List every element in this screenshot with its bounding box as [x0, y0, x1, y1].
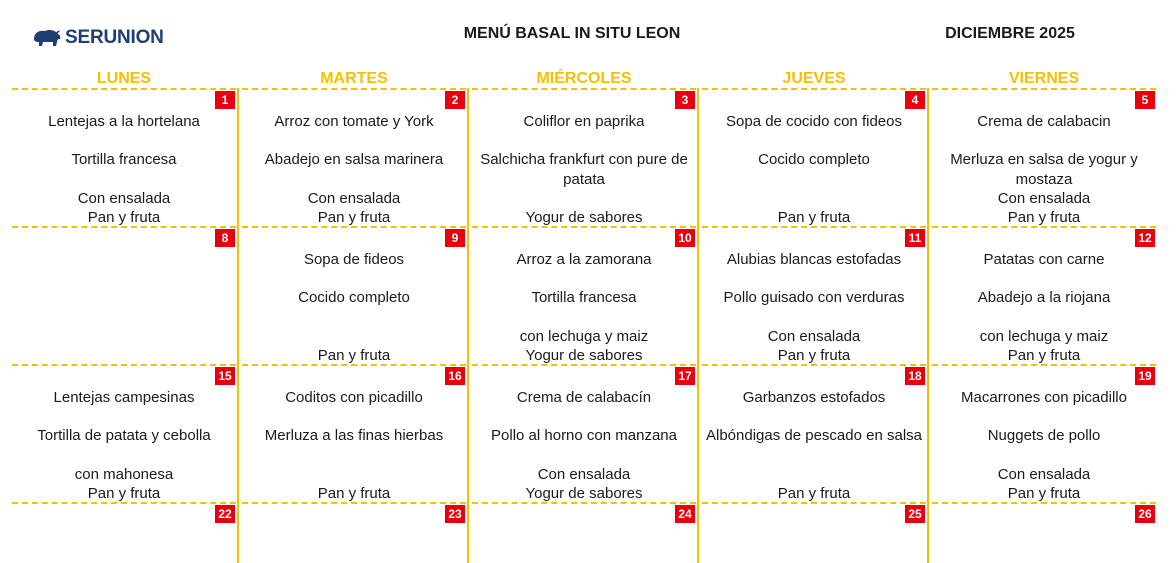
dessert: Yogur de sabores: [525, 485, 643, 502]
cell-divider: [702, 502, 926, 504]
date-badge: 15: [215, 367, 235, 385]
date-badge: 8: [215, 229, 235, 247]
weekday-header: MIÉRCOLES: [536, 70, 632, 87]
day-cell: [932, 226, 1156, 364]
side-dish: con mahonesa: [74, 466, 174, 483]
cell-divider: [702, 88, 926, 90]
date-badge: 4: [905, 91, 925, 109]
side-dish: con lechuga y maiz: [519, 328, 649, 345]
second-course: Merluza a las finas hierbas: [264, 427, 444, 444]
dessert: Pan y fruta: [1007, 347, 1081, 364]
first-course: Crema de calabacín: [516, 389, 652, 406]
first-course: Patatas con carne: [983, 251, 1105, 268]
cell-divider: [242, 364, 466, 366]
second-course: Tortilla de patata y cebolla: [37, 427, 211, 444]
first-course: Sopa de cocido con fideos: [726, 113, 902, 130]
cell-divider: [472, 364, 696, 366]
day-cell: [242, 364, 466, 502]
second-course: Tortilla francesa: [531, 289, 637, 306]
first-course: Sopa de fideos: [303, 251, 405, 268]
side-dish: Con ensalada: [997, 466, 1091, 483]
second-course: Pollo guisado con verduras: [723, 289, 905, 306]
date-badge: 18: [905, 367, 925, 385]
dessert: Pan y fruta: [777, 347, 851, 364]
weekday-header: VIERNES: [1008, 70, 1080, 87]
dessert: Pan y fruta: [87, 209, 161, 226]
cell-divider: [12, 226, 236, 228]
day-cell: [932, 364, 1156, 502]
day-cell: [472, 226, 696, 364]
cell-divider: [242, 502, 466, 504]
cell-divider: [702, 364, 926, 366]
menu-month: DICIEMBRE 2025: [945, 25, 1075, 42]
cell-divider: [472, 226, 696, 228]
first-course: Alubias blancas estofadas: [726, 251, 902, 268]
first-course: Garbanzos estofados: [742, 389, 886, 406]
second-course: Tortilla francesa: [71, 151, 177, 168]
weekday-header: MARTES: [320, 70, 388, 87]
weekday-header: JUEVES: [782, 70, 846, 87]
dessert: Pan y fruta: [317, 209, 391, 226]
cell-divider: [12, 502, 236, 504]
day-cell: [472, 88, 696, 226]
side-dish: Con ensalada: [77, 190, 171, 207]
date-badge: 3: [675, 91, 695, 109]
first-course: Arroz con tomate y York: [274, 113, 434, 130]
cell-divider: [932, 364, 1156, 366]
column-divider: [467, 88, 469, 563]
dessert: Pan y fruta: [317, 347, 391, 364]
first-course: Lentejas campesinas: [53, 389, 195, 406]
dessert: Pan y fruta: [777, 209, 851, 226]
day-cell: [242, 502, 466, 563]
date-badge: 17: [675, 367, 695, 385]
day-cell: [242, 226, 466, 364]
cell-divider: [932, 502, 1156, 504]
cell-divider: [702, 226, 926, 228]
date-badge: 2: [445, 91, 465, 109]
day-cell: [472, 502, 696, 563]
side-dish: Con ensalada: [997, 190, 1091, 207]
column-divider: [697, 88, 699, 563]
dessert: Pan y fruta: [87, 485, 161, 502]
column-divider: [927, 88, 929, 563]
dessert: Pan y fruta: [1007, 485, 1081, 502]
second-course: Pollo al horno con manzana: [491, 427, 677, 444]
date-badge: 23: [445, 505, 465, 523]
side-dish: Con ensalada: [767, 328, 861, 345]
date-badge: 11: [905, 229, 925, 247]
page-title: MENÚ BASAL IN SITU LEON: [463, 25, 681, 42]
date-badge: 5: [1135, 91, 1155, 109]
cell-divider: [472, 502, 696, 504]
day-cell: [702, 364, 926, 502]
second-course: Merluza en salsa de yogur y mostaza: [950, 151, 1138, 188]
column-divider: [237, 88, 239, 563]
first-course: Lentejas a la hortelana: [48, 113, 200, 130]
first-course: Coditos con picadillo: [285, 389, 423, 406]
cell-divider: [242, 226, 466, 228]
date-badge: 9: [445, 229, 465, 247]
cell-divider: [12, 364, 236, 366]
first-course: Macarrones con picadillo: [961, 389, 1127, 406]
second-course: Cocido completo: [758, 151, 870, 168]
first-course: Arroz a la zamorana: [516, 251, 652, 268]
dessert: Pan y fruta: [1007, 209, 1081, 226]
dessert: Pan y fruta: [777, 485, 851, 502]
dessert: Yogur de sabores: [525, 347, 643, 364]
cell-divider: [932, 88, 1156, 90]
first-course: Crema de calabacin: [977, 113, 1111, 130]
dessert: Pan y fruta: [317, 485, 391, 502]
date-badge: 1: [215, 91, 235, 109]
second-course: Cocido completo: [298, 289, 410, 306]
day-cell: [932, 502, 1156, 563]
cell-divider: [932, 226, 1156, 228]
date-badge: 12: [1135, 229, 1155, 247]
day-cell: [702, 226, 926, 364]
day-cell: [12, 502, 236, 563]
date-badge: 26: [1135, 505, 1155, 523]
day-cell: [702, 502, 926, 563]
dessert: Yogur de sabores: [525, 209, 643, 226]
second-course: Salchicha frankfurt con pure de patata: [480, 151, 688, 188]
second-course: Albóndigas de pescado en salsa: [706, 427, 922, 444]
second-course: Abadejo en salsa marinera: [264, 151, 444, 168]
weekday-header: LUNES: [96, 70, 152, 87]
day-cell: [702, 88, 926, 226]
day-cell: [12, 88, 236, 226]
day-cell: [242, 88, 466, 226]
day-cell: [472, 364, 696, 502]
date-badge: 24: [675, 505, 695, 523]
cell-divider: [472, 88, 696, 90]
cell-divider: [242, 88, 466, 90]
side-dish: Con ensalada: [307, 190, 401, 207]
date-badge: 19: [1135, 367, 1155, 385]
second-course: Nuggets de pollo: [987, 427, 1101, 444]
day-cell: [12, 364, 236, 502]
second-course: Abadejo a la riojana: [977, 289, 1111, 306]
brand-name: SERUNION: [65, 27, 164, 48]
date-badge: 16: [445, 367, 465, 385]
side-dish: Con ensalada: [537, 466, 631, 483]
side-dish: con lechuga y maiz: [979, 328, 1109, 345]
date-badge: 22: [215, 505, 235, 523]
day-cell: [12, 226, 236, 364]
date-badge: 10: [675, 229, 695, 247]
cell-divider: [12, 88, 236, 90]
date-badge: 25: [905, 505, 925, 523]
day-cell: [932, 88, 1156, 226]
first-course: Coliflor en paprika: [523, 113, 645, 130]
